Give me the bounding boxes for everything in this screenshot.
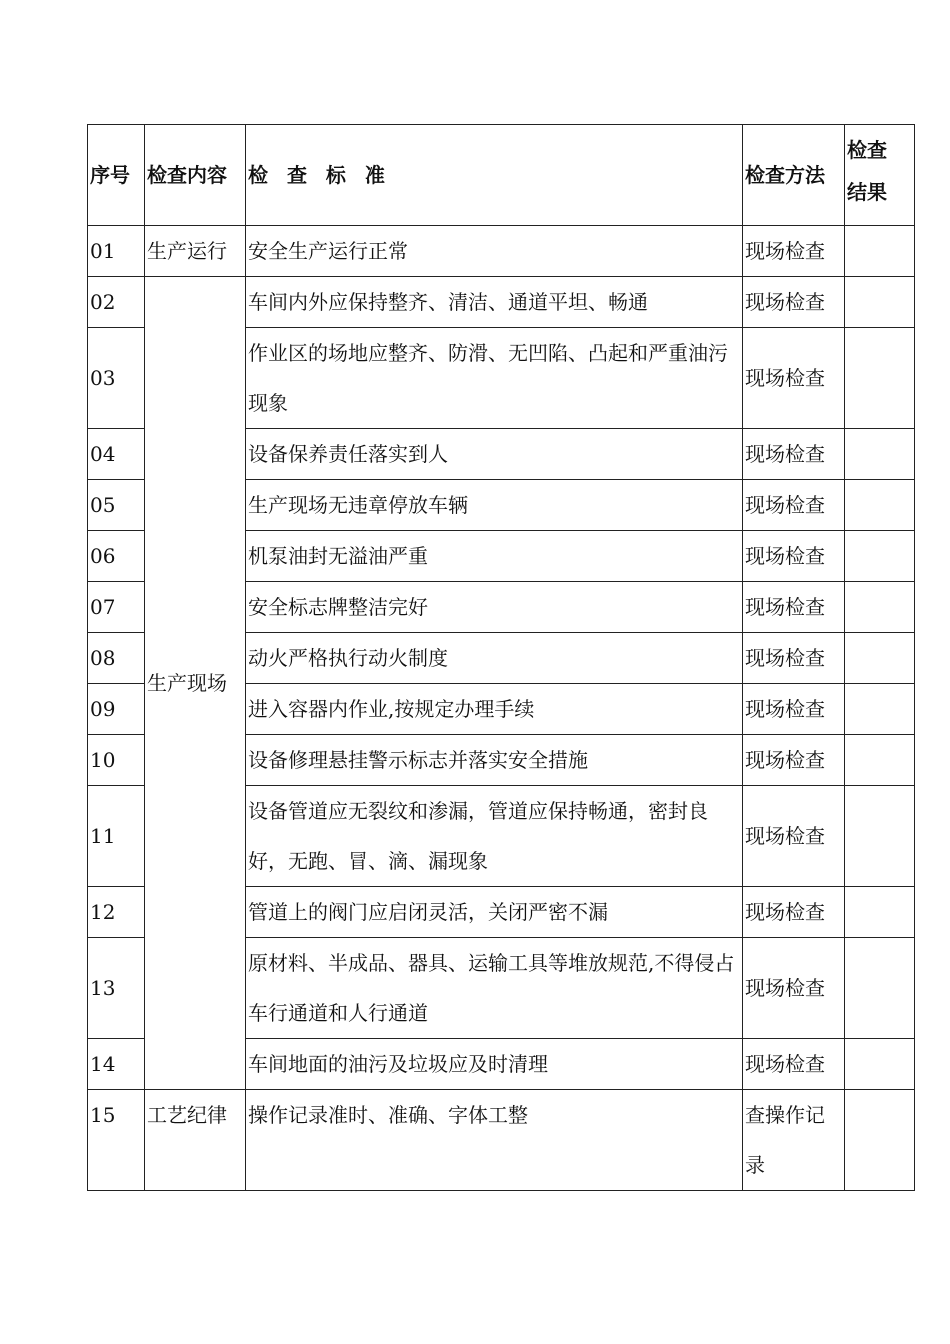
row-content: 生产运行	[145, 226, 246, 277]
header-row	[88, 125, 915, 226]
row-seq: 06	[88, 531, 145, 582]
row-method: 现场检查	[743, 531, 845, 582]
row-method: 现场检查	[743, 226, 845, 277]
row-standard: 设备管道应无裂纹和渗漏，管道应保持畅通，密封良好，无跑、冒、滴、漏现象	[246, 786, 743, 887]
table-row	[88, 226, 915, 277]
row-standard: 作业区的场地应整齐、防滑、无凹陷、凸起和严重油污现象	[246, 328, 743, 429]
header-result-line1: 检查	[847, 138, 887, 162]
row-seq: 07	[88, 582, 145, 633]
row-result[interactable]	[845, 887, 915, 938]
row-method: 现场检查	[743, 328, 845, 429]
row-method: 现场检查	[743, 887, 845, 938]
row-standard: 车间地面的油污及垃圾应及时清理	[246, 1039, 743, 1090]
row-seq: 13	[88, 938, 145, 1039]
row-result[interactable]	[845, 1039, 915, 1090]
row-seq: 12	[88, 887, 145, 938]
row-standard: 安全生产运行正常	[246, 226, 743, 277]
row-method: 现场检查	[743, 735, 845, 786]
row-seq: 08	[88, 633, 145, 684]
row-standard: 设备修理悬挂警示标志并落实安全措施	[246, 735, 743, 786]
row-seq: 04	[88, 429, 145, 480]
row-result[interactable]	[845, 684, 915, 735]
row-seq: 10	[88, 735, 145, 786]
row-seq: 09	[88, 684, 145, 735]
row-result[interactable]	[845, 328, 915, 429]
row-seq: 03	[88, 328, 145, 429]
header-method: 检查方法	[743, 125, 845, 226]
row-method: 现场检查	[743, 429, 845, 480]
row-seq: 15	[88, 1090, 145, 1191]
row-method: 现场检查	[743, 938, 845, 1039]
row-standard: 管道上的阀门应启闭灵活，关闭严密不漏	[246, 887, 743, 938]
row-standard: 原材料、半成品、器具、运输工具等堆放规范,不得侵占车行通道和人行通道	[246, 938, 743, 1039]
row-method: 现场检查	[743, 582, 845, 633]
row-method: 现场检查	[743, 277, 845, 328]
row-result[interactable]	[845, 277, 915, 328]
row-content: 工艺纪律	[145, 1090, 246, 1191]
header-standard: 检 查 标 准	[246, 125, 743, 226]
row-result[interactable]	[845, 429, 915, 480]
row-result[interactable]	[845, 633, 915, 684]
row-standard: 生产现场无违章停放车辆	[246, 480, 743, 531]
row-seq: 01	[88, 226, 145, 277]
header-content: 检查内容	[145, 125, 246, 226]
row-result[interactable]	[845, 1090, 915, 1191]
row-result[interactable]	[845, 480, 915, 531]
row-standard: 机泵油封无溢油严重	[246, 531, 743, 582]
row-seq: 14	[88, 1039, 145, 1090]
header-result-line2: 结果	[847, 180, 887, 204]
row-result[interactable]	[845, 226, 915, 277]
row-standard: 车间内外应保持整齐、清洁、通道平坦、畅通	[246, 277, 743, 328]
row-method: 现场检查	[743, 633, 845, 684]
row-standard: 设备保养责任落实到人	[246, 429, 743, 480]
row-result[interactable]	[845, 786, 915, 887]
row-result[interactable]	[845, 938, 915, 1039]
row-standard: 动火严格执行动火制度	[246, 633, 743, 684]
row-seq: 02	[88, 277, 145, 328]
row-method: 现场检查	[743, 1039, 845, 1090]
row-method: 现场检查	[743, 684, 845, 735]
row-method: 现场检查	[743, 480, 845, 531]
row-seq: 11	[88, 786, 145, 887]
row-seq: 05	[88, 480, 145, 531]
header-result	[845, 125, 915, 226]
row-result[interactable]	[845, 735, 915, 786]
row-standard: 进入容器内作业,按规定办理手续	[246, 684, 743, 735]
row-content-merged: 生产现场	[145, 277, 246, 1090]
row-standard: 操作记录准时、准确、字体工整	[246, 1090, 743, 1191]
row-method: 现场检查	[743, 786, 845, 887]
row-method: 查操作记录	[743, 1090, 845, 1191]
inspection-table	[87, 124, 915, 1191]
row-standard: 安全标志牌整洁完好	[246, 582, 743, 633]
row-result[interactable]	[845, 582, 915, 633]
row-result[interactable]	[845, 531, 915, 582]
header-seq: 序号	[88, 125, 145, 226]
table-row	[88, 277, 915, 328]
table-row	[88, 1090, 915, 1191]
